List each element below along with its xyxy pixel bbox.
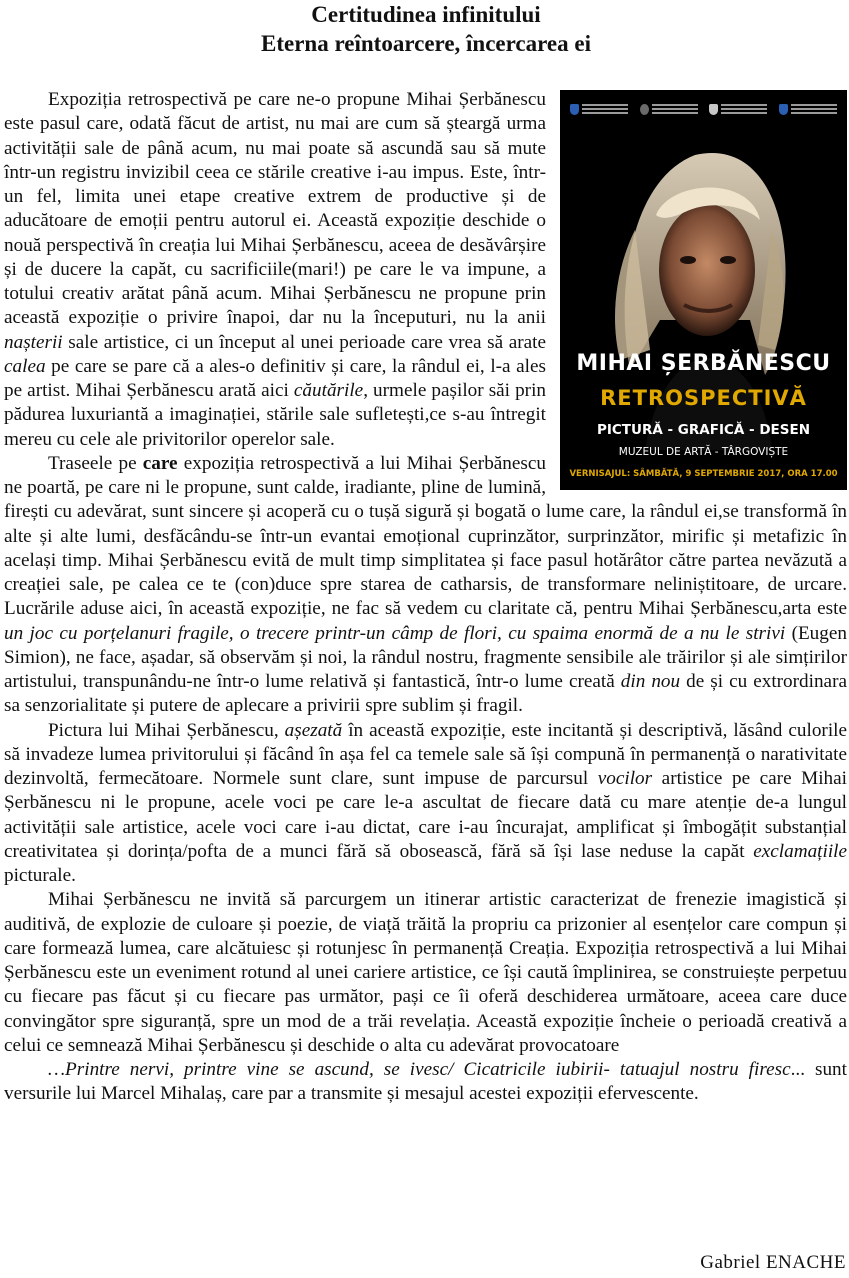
article-page xyxy=(4,0,848,60)
poster-logos xyxy=(570,98,837,120)
emphasized-text: …Printre nervi, printre vine se ascund, se ivesc/ Cicatricile iubirii- tatuajul nostru firesc xyxy=(48,1059,791,1080)
institution-logo-icon xyxy=(640,98,698,120)
poster-opening: VERNISAJUL: SÂMBĂTĂ, 9 SEPTEMBRIE 2017, ORA 17.00 xyxy=(569,469,838,479)
article-subtitle: Eterna reîntoarcere, încercarea ei xyxy=(261,31,591,56)
paragraph-text: , urmele pașilor săi prin pădurea luxuriantă a imaginației, stările sale sufletești,ce s-au întregit mereu cu cele ale privitorilor operelor sale. xyxy=(4,380,547,450)
poster-media: PICTURĂ - GRAFICĂ - DESEN xyxy=(596,422,811,438)
paragraph-text: pe care se pare că a ales-o definitiv și care, la rândul ei, l-a ales pe artist. Mihai Șerbănescu arată aici xyxy=(4,355,546,401)
body-paragraph xyxy=(4,719,847,889)
institution-logo-icon xyxy=(709,98,767,120)
emphasized-text: un joc cu porțelanuri fragile, o trecere printr-un câmp de flori, cu spaima enormă de a nu le strivi xyxy=(4,622,786,644)
paragraph-text: de și cu extrordinara sa senzorialitate și putere de aplecare a privirii spre sublim și fragil. xyxy=(4,671,847,717)
paragraph-text: Mihai Șerbănescu ne invită să parcurgem un itinerar artistic caracterizat de frenezie imagistică și auditivă, de explozie de culoare și poezie, de viață trăită la propriu ca prizonier al esențelor care compun și care formează lumea, care alcătuiesc și rotunjesc în permanență Creația. Expoziția retrospectivă a lui Mihai Șerbănescu este un eveniment rotund al unei cariere artistice, ce își caută împlinirea, se construiește perpetuu cu fiecare pas făcut și cu fiecare pas următor, pași ce îi oferă deschiderea următoare, aceea care duce convingător spre siguranță, spre un mod de a trăi revelația. Această expoziție încheie o perioadă creativă a celui ce semnează Mihai Șerbănescu și deschide o alta cu adevărat provocatoare xyxy=(4,889,847,1056)
emphasized-text: din nou xyxy=(620,671,681,692)
body-paragraph xyxy=(4,888,847,1058)
body-paragraph xyxy=(4,452,847,719)
emphasized-text: căutările xyxy=(293,380,364,401)
poster-venue: MUZEUL DE ARTĂ - TÂRGOVIȘTE xyxy=(618,446,789,458)
paragraph-text: picturale. xyxy=(4,865,76,886)
institution-logo-icon xyxy=(779,98,837,120)
paragraph-text: în această expoziție, este incitantă și descriptivă, lăsând culorile să invadeze lumea privitorului și făcând în așa fel ca temele sale să își compună în permanență o narativitate dezinvoltă, fermecătoare. Normele sunt clare, sunt impuse de parcursul xyxy=(4,719,848,789)
paragraph-text: ... sunt versurile lui Marcel Mihalaș, care par a transmite și mesajul acestei expoziții efervescente. xyxy=(4,1059,847,1105)
paragraph-text: sale artistice, ci un început al unei perioade care vrea să arate xyxy=(62,331,546,353)
body-paragraph xyxy=(4,1058,847,1107)
emphasized-text: care xyxy=(142,452,178,474)
paragraph-text: Expoziția retrospectivă pe care ne-o propune Mihai Șerbănescu este pasul care, odată făcut de artist, nu mai are cum să șteargă urma activității sale de până acum, nu mai poate să ascundă sau să mute într-un registru invizibil ceea ce stările creative i-au impus. Este, într-un fel, limita unei etape creative extrem de productive și de aducătoare de emoții pentru autorul ei. Această expoziție deschide o nouă perspectivă în creația lui Mihai Șerbănescu, aceea de desăvârșire și de ducere la capăt, cu sacrificiile(mari!) pe care le va impune, a totului creativ arătat până acum. Mihai Șerbănescu ne propune prin această expoziție o privire înapoi, dar nu la începuturi, nu la anii xyxy=(4,89,546,329)
paragraph-text: Pictura lui Mihai Șerbănescu, xyxy=(48,719,285,741)
paragraph-text: artistice pe care Mihai Șerbănescu ni le propune, acele voci pe care le-a ascultat de fiecare dată cu mare atenție de-a lungul activității sale artistice, acele voci care i-au dictat, care i-au încurajat, amplificat și îmbogățit substanțial creativitatea și dorința/pofta de a munci fără să obosească, fără să își lase neduse la capăt xyxy=(4,768,847,862)
article-title: Certitudinea infinitului xyxy=(311,2,541,27)
institution-logo-icon xyxy=(570,98,628,120)
emphasized-text: calea xyxy=(4,355,46,377)
emphasized-text: nașterii xyxy=(4,331,63,353)
paragraph-text: expoziția retrospectivă a lui Mihai Șerbănescu ne poartă, pe care ni le propune, sunt calde, iradiante, pline de lumină, firești cu adevărat, sunt sincere și acoperă cu o tușă sigură și bogată o lume care, la rândul ei,se transformă în alte și alte lumi, desfăcându-se într-un evantai emoțional cuprinzător, surprinzător, mirific și metafizic în același timp. Mihai Șerbănescu evită de mult timp simplitatea și face pasul hotărâtor către partea nevăzută a creației sale, pe calea ce te (con)duce spre starea de catharsis, de transformare neliniștitoare, de urcare. Lucrările aduse aici, în această expoziție, ne fac să vedem cu claritate că, pentru Mihai Șerbănescu,arta este xyxy=(4,452,847,620)
exhibition-poster xyxy=(560,90,847,490)
poster-artist-name: MIHAI ȘERBĂNESCU xyxy=(576,351,831,376)
paragraph-text: (Eugen Simion), ne face, așadar, să observăm și noi, la rândul nostru, fragmente sensibile ale trăirilor și ale simțirilor artistului, transpunându-ne într-o lume relativă și fantastică, într-o lume creată xyxy=(4,622,847,692)
poster-exhibition-title: RETROSPECTIVĂ xyxy=(600,386,807,410)
paragraph-text: Traseele pe xyxy=(48,452,143,474)
article-body xyxy=(4,88,847,1107)
article-header xyxy=(4,0,848,60)
emphasized-text: vocilor xyxy=(597,768,653,789)
author-signature: Gabriel ENACHE xyxy=(700,1252,846,1273)
emphasized-text: exclamațiile xyxy=(753,840,847,862)
emphasized-text: așezată xyxy=(284,719,343,741)
